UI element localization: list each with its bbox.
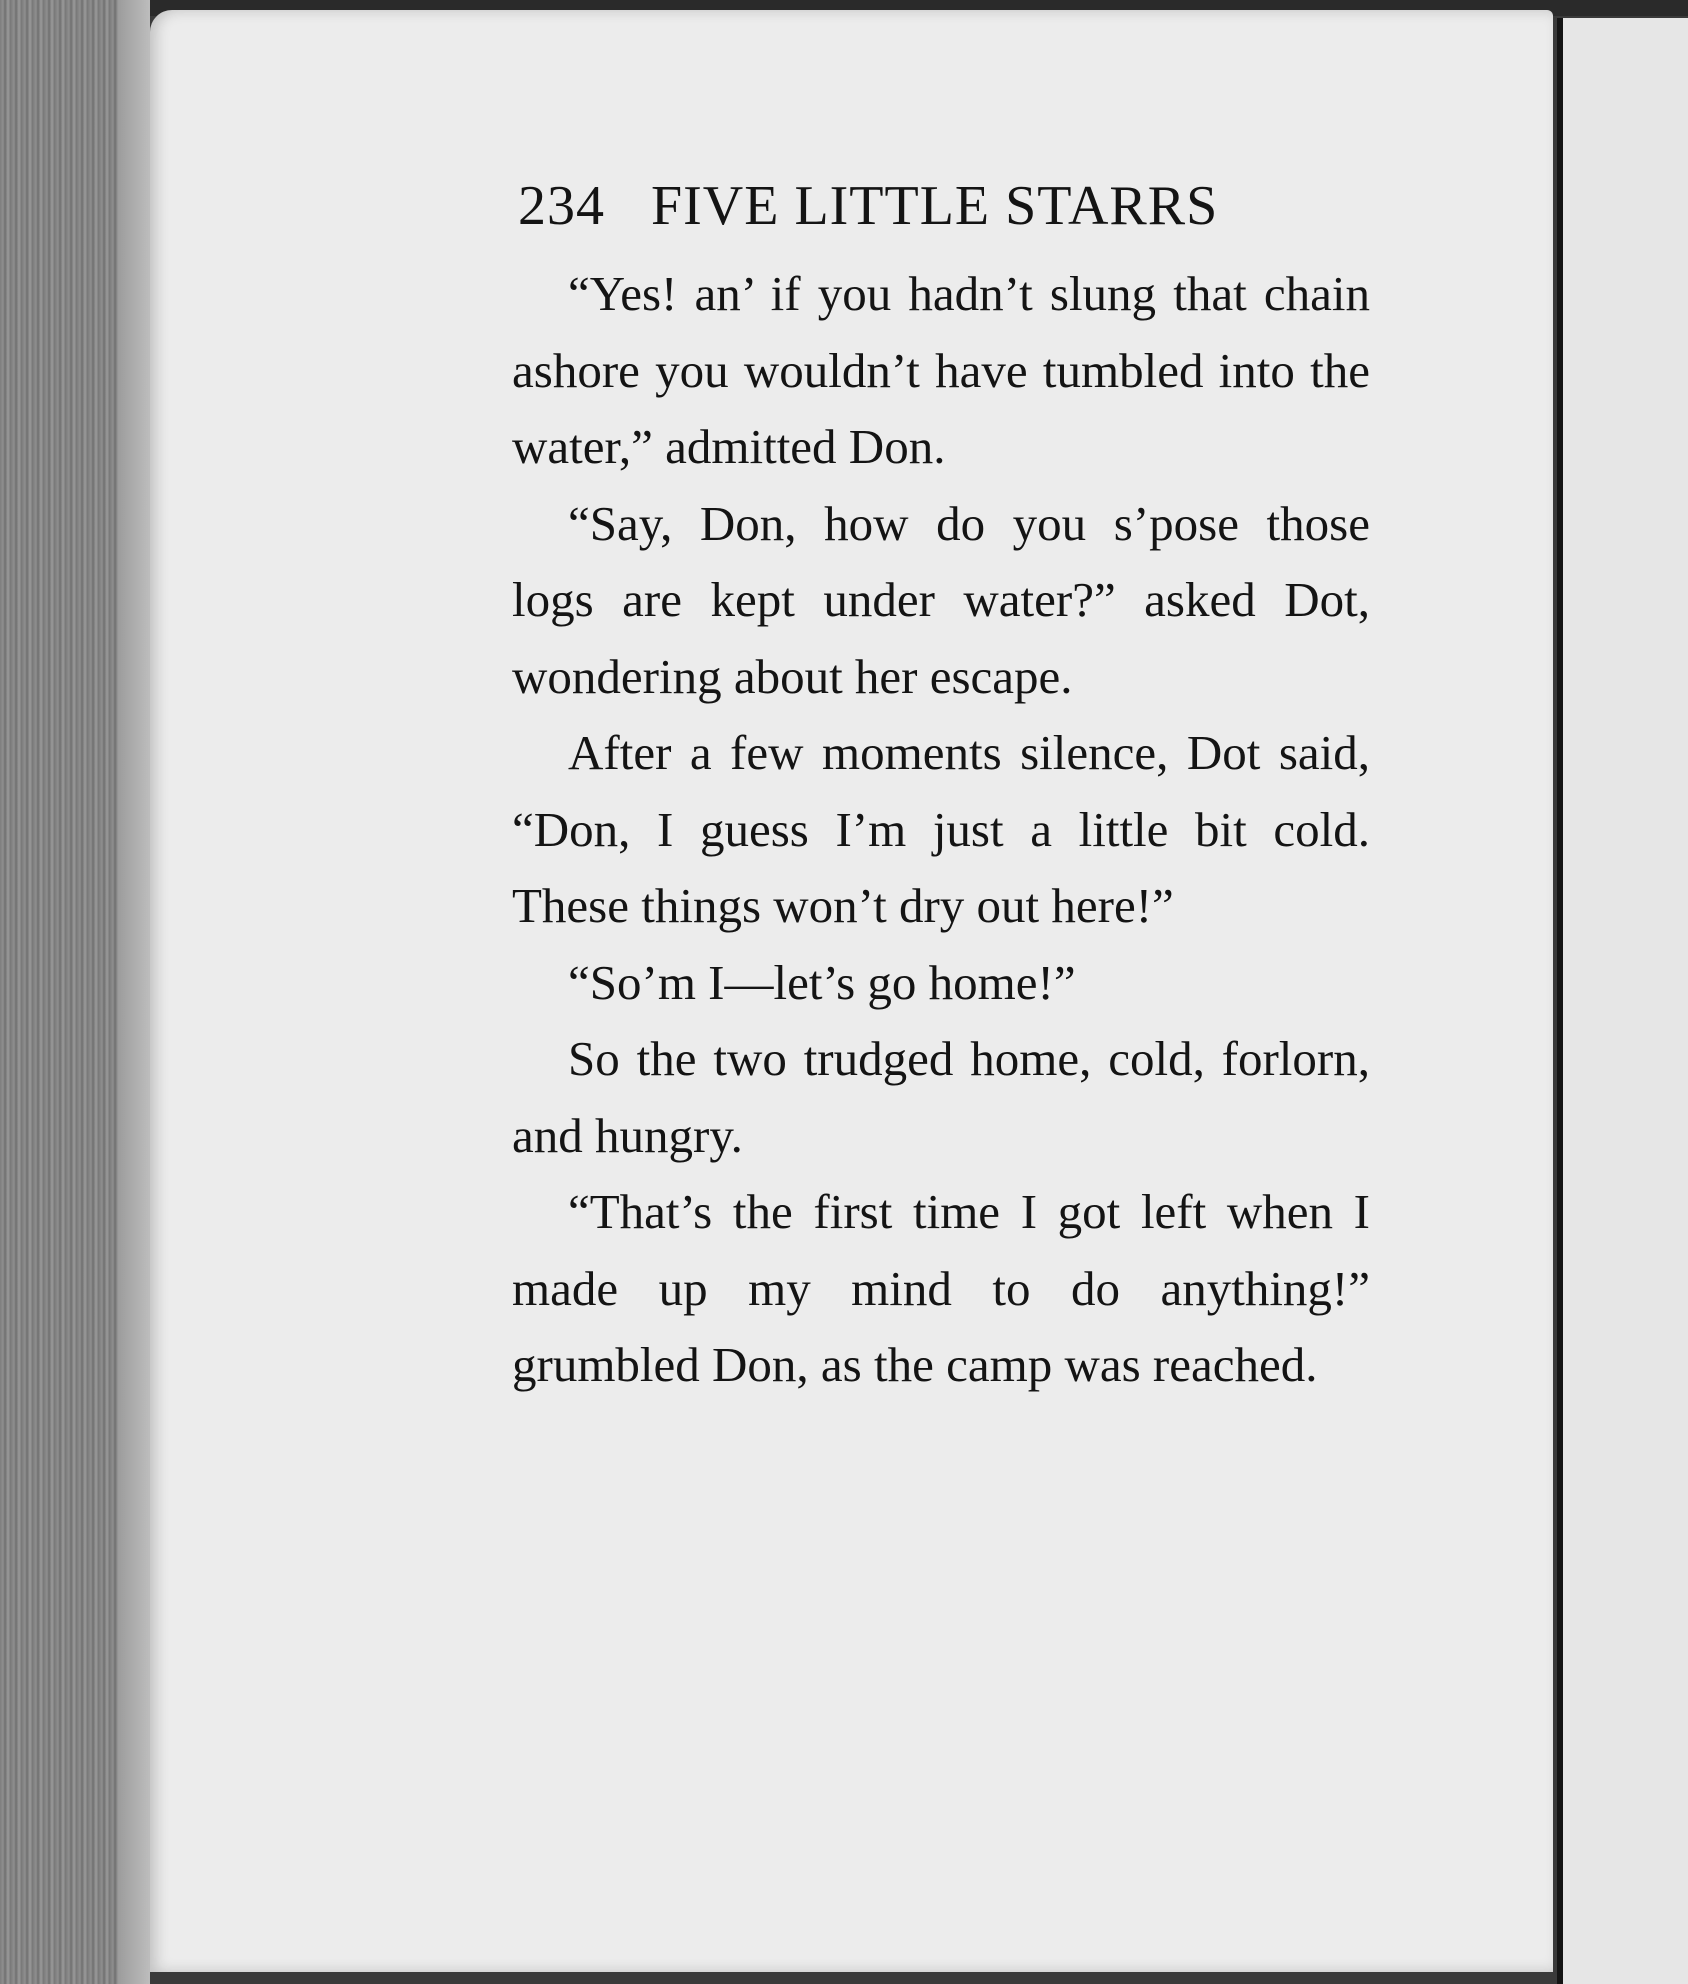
paragraph: After a few moments silence, Dot said, “Don, I guess I’m just a little bit cold. These things won’t dry out here!”: [512, 725, 1370, 933]
book-title: FIVE LITTLE STARRS: [651, 175, 1219, 237]
paragraph: “Say, Don, how do you s’pose those logs are kept under water?” asked Dot, wondering about her escape.: [512, 495, 1370, 704]
page-text: [512, 170, 1370, 1404]
paragraph: So the two trudged home, cold, forlorn, and hungry.: [512, 1031, 1370, 1163]
paragraph: “Yes! an’ if you hadn’t slung that chain ashore you wouldn’t have tumbled into the water,” admitted Don.: [512, 266, 1370, 474]
page-number: 234: [518, 175, 605, 237]
running-head: [518, 170, 1370, 242]
paragraph: “That’s the first time I got left when I made up my mind to do anything!” grumbled Don, as the camp was reached.: [512, 1184, 1370, 1392]
facing-page-edge: [1557, 18, 1688, 1984]
paragraph: “So’m I—let’s go home!”: [568, 954, 1076, 1010]
page-block-edges: [0, 0, 150, 1984]
